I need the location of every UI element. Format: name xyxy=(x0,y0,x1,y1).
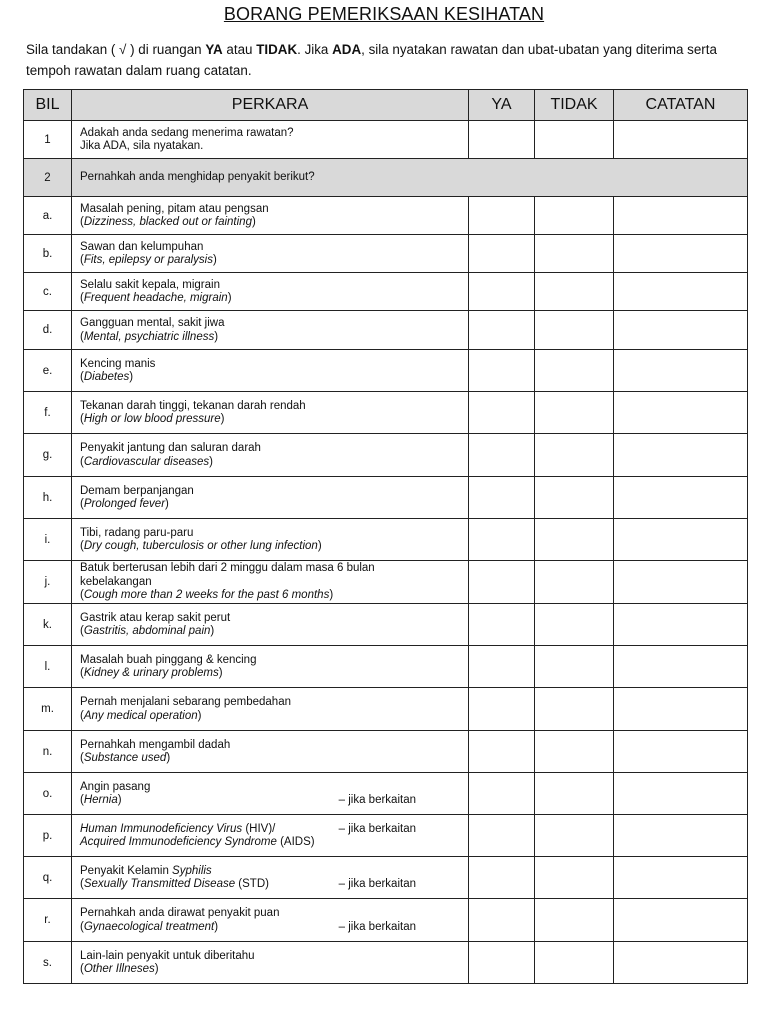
row-item: Masalah pening, pitam atau pengsan (Dizziness, blacked out or fainting) xyxy=(72,197,469,235)
row-number: j. xyxy=(24,561,72,604)
ya-checkbox-cell[interactable] xyxy=(469,561,535,604)
row-item: Penyakit jantung dan saluran darah (Cardiovascular diseases) xyxy=(72,434,469,477)
catatan-field[interactable] xyxy=(614,350,748,392)
instructions xyxy=(26,39,746,81)
table-row xyxy=(24,392,748,434)
item-text: Sawan dan kelumpuhan xyxy=(80,240,204,253)
ya-checkbox-cell[interactable] xyxy=(469,477,535,519)
conditional-note: – jika berkaitan xyxy=(338,822,416,835)
row-number: 2 xyxy=(24,159,72,197)
item-text: Pernahkah anda dirawat penyakit puan xyxy=(80,907,280,919)
item-text: Pernah menjalani sebarang pembedahan xyxy=(80,696,291,708)
ya-checkbox-cell[interactable] xyxy=(469,688,535,731)
item-text: (STD) xyxy=(235,878,269,890)
item-text: Adakah anda sedang menerima rawatan? xyxy=(80,126,294,139)
item-text: Penyakit Kelamin xyxy=(80,864,173,877)
row-number: a. xyxy=(24,197,72,235)
table-row xyxy=(24,646,748,688)
item-text: Lain-lain penyakit untuk diberitahu xyxy=(80,949,255,962)
table-row xyxy=(24,942,748,984)
health-checklist-table xyxy=(23,89,748,984)
tidak-checkbox-cell[interactable] xyxy=(535,477,614,519)
row-number: q. xyxy=(24,857,72,899)
row-number: h. xyxy=(24,477,72,519)
catatan-field[interactable] xyxy=(614,942,748,984)
tidak-checkbox-cell[interactable] xyxy=(535,434,614,477)
row-item: Tekanan darah tinggi, tekanan darah rendah (High or low blood pressure) xyxy=(72,392,469,434)
row-number: f. xyxy=(24,392,72,434)
item-english: Diabetes xyxy=(83,371,130,383)
item-english: Dizziness, blacked out or fainting xyxy=(83,216,252,228)
row-number: r. xyxy=(24,899,72,942)
catatan-field[interactable] xyxy=(614,899,748,942)
row-item xyxy=(72,815,469,857)
col-header-tidak: TIDAK xyxy=(535,90,614,121)
table-row xyxy=(24,731,748,773)
catatan-field[interactable] xyxy=(614,519,748,561)
row-number: d. xyxy=(24,311,72,350)
tidak-checkbox-cell[interactable] xyxy=(535,646,614,688)
col-header-catatan: CATATAN xyxy=(614,90,748,121)
item-english: Prolonged fever xyxy=(83,498,166,510)
tidak-checkbox-cell[interactable] xyxy=(535,197,614,235)
catatan-field[interactable] xyxy=(614,197,748,235)
item-english: Substance used xyxy=(83,752,167,764)
row-item: Batuk berterusan lebih dari 2 minggu dalam masa 6 bulan kebelakangan (Cough more than 2 weeks for the past 6 months) xyxy=(72,561,469,604)
table-row xyxy=(24,815,748,857)
col-header-ya: YA xyxy=(469,90,535,121)
tidak-checkbox-cell[interactable] xyxy=(535,561,614,604)
table-row xyxy=(24,121,748,159)
tidak-checkbox-cell[interactable] xyxy=(535,235,614,273)
instruction-ada: ADA xyxy=(332,42,362,57)
col-header-perkara: PERKARA xyxy=(72,90,469,121)
tidak-checkbox-cell[interactable] xyxy=(535,857,614,899)
table-row xyxy=(24,604,748,646)
item-text: Gastrik atau kerap sakit perut xyxy=(80,611,231,624)
ya-checkbox-cell[interactable] xyxy=(469,899,535,942)
item-english: Acquired Immunodeficiency Syndrome xyxy=(80,836,277,848)
tidak-checkbox-cell[interactable] xyxy=(535,519,614,561)
row-number: s. xyxy=(24,942,72,984)
item-english: Fits, epilepsy or paralysis xyxy=(83,254,213,266)
ya-checkbox-cell[interactable] xyxy=(469,350,535,392)
table-row xyxy=(24,688,748,731)
catatan-field[interactable] xyxy=(614,121,748,159)
row-item xyxy=(72,121,469,159)
item-text: Jika ADA, sila nyatakan. xyxy=(80,140,204,152)
ya-checkbox-cell[interactable] xyxy=(469,604,535,646)
catatan-field[interactable] xyxy=(614,273,748,311)
item-english: Syphilis xyxy=(172,864,212,877)
ya-checkbox-cell[interactable] xyxy=(469,121,535,159)
table-row xyxy=(24,311,748,350)
tidak-checkbox-cell[interactable] xyxy=(535,773,614,815)
row-item: Selalu sakit kepala, migrain (Frequent headache, migrain) xyxy=(72,273,469,311)
tidak-checkbox-cell[interactable] xyxy=(535,392,614,434)
item-english: Human Immunodeficiency Virus xyxy=(80,822,243,835)
col-header-bil: BIL xyxy=(24,90,72,121)
ya-checkbox-cell[interactable] xyxy=(469,857,535,899)
table-row xyxy=(24,561,748,604)
conditional-note: – jika berkaitan xyxy=(338,878,416,890)
conditional-note: – jika berkaitan xyxy=(338,794,416,806)
row-number: c. xyxy=(24,273,72,311)
item-english: Dry cough, tuberculosis or other lung infection xyxy=(83,540,318,552)
instruction-text: . Jika xyxy=(297,42,333,57)
table-row xyxy=(24,857,748,899)
catatan-field[interactable] xyxy=(614,235,748,273)
item-english: Kidney & urinary problems xyxy=(83,667,219,679)
catatan-field[interactable] xyxy=(614,773,748,815)
row-number: b. xyxy=(24,235,72,273)
item-english: Any medical operation xyxy=(83,709,198,722)
row-number: i. xyxy=(24,519,72,561)
ya-checkbox-cell[interactable] xyxy=(469,731,535,773)
row-number: 1 xyxy=(24,121,72,159)
item-english: Hernia xyxy=(83,794,118,806)
tidak-checkbox-cell[interactable] xyxy=(535,273,614,311)
catatan-field[interactable] xyxy=(614,857,748,899)
item-text: Masalah buah pinggang & kencing xyxy=(80,653,257,666)
catatan-field[interactable] xyxy=(614,688,748,731)
item-text: Pernahkah mengambil dadah xyxy=(80,738,231,751)
instruction-text: , sila nyatakan rawatan dan ubat-ubatan yang diterima serta tempoh rawatan dalam ruang catatan. xyxy=(26,42,717,78)
table-row xyxy=(24,773,748,815)
item-english: Gastritis, abdominal pain xyxy=(83,625,211,637)
ya-checkbox-cell[interactable] xyxy=(469,773,535,815)
item-english: Cough more than 2 weeks for the past 6 months xyxy=(83,589,330,602)
tidak-checkbox-cell[interactable] xyxy=(535,815,614,857)
ya-checkbox-cell[interactable] xyxy=(469,197,535,235)
item-text: Angin pasang xyxy=(80,780,151,793)
row-item: Pernah menjalani sebarang pembedahan (Any medical operation) xyxy=(72,688,469,731)
row-item: Gangguan mental, sakit jiwa (Mental, psychiatric illness) xyxy=(72,311,469,350)
item-english: Other Illneses xyxy=(83,963,155,975)
ya-checkbox-cell[interactable] xyxy=(469,434,535,477)
conditional-note: – jika berkaitan xyxy=(338,920,416,933)
row-item: Masalah buah pinggang & kencing (Kidney & urinary problems) xyxy=(72,646,469,688)
row-item: Pernahkah mengambil dadah (Substance used) xyxy=(72,731,469,773)
tidak-checkbox-cell[interactable] xyxy=(535,350,614,392)
row-number: l. xyxy=(24,646,72,688)
tidak-checkbox-cell[interactable] xyxy=(535,899,614,942)
catatan-field[interactable] xyxy=(614,561,748,604)
catatan-field[interactable] xyxy=(614,434,748,477)
tidak-checkbox-cell[interactable] xyxy=(535,311,614,350)
instruction-tidak: TIDAK xyxy=(256,42,298,57)
ya-checkbox-cell[interactable] xyxy=(469,519,535,561)
instruction-text: atau xyxy=(222,42,257,57)
item-text: Selalu sakit kepala, migrain xyxy=(80,278,220,291)
table-row xyxy=(24,197,748,235)
row-item: Lain-lain penyakit untuk diberitahu (Other Illneses) xyxy=(72,942,469,984)
instruction-text: Sila tandakan ( √ ) di ruangan xyxy=(26,42,206,57)
row-item: Kencing manis (Diabetes) xyxy=(72,350,469,392)
catatan-field[interactable] xyxy=(614,477,748,519)
table-row xyxy=(24,235,748,273)
item-english: Sexually Transmitted Disease xyxy=(83,878,236,890)
catatan-field[interactable] xyxy=(614,392,748,434)
item-english: Gynaecological treatment xyxy=(83,920,215,933)
table-row xyxy=(24,350,748,392)
tidak-checkbox-cell[interactable] xyxy=(535,688,614,731)
tidak-checkbox-cell[interactable] xyxy=(535,731,614,773)
table-row xyxy=(24,273,748,311)
ya-checkbox-cell[interactable] xyxy=(469,311,535,350)
item-text: Masalah pening, pitam atau pengsan xyxy=(80,202,269,215)
row-item: Tibi, radang paru-paru (Dry cough, tuberculosis or other lung infection) xyxy=(72,519,469,561)
row-item: Angin pasang (Hernia) – jika berkaitan xyxy=(72,773,469,815)
item-text: Demam berpanjangan xyxy=(80,484,194,497)
section-question: Pernahkah anda menghidap penyakit berikut? xyxy=(72,159,748,197)
row-number: o. xyxy=(24,773,72,815)
section-row xyxy=(24,159,748,197)
catatan-field[interactable] xyxy=(614,646,748,688)
row-item: Sawan dan kelumpuhan (Fits, epilepsy or paralysis) xyxy=(72,235,469,273)
row-item: Gastrik atau kerap sakit perut (Gastritis, abdominal pain) xyxy=(72,604,469,646)
item-text: Kencing manis xyxy=(80,357,156,370)
item-english: Mental, psychiatric illness xyxy=(83,330,215,343)
item-text: Tibi, radang paru-paru xyxy=(80,526,194,539)
ya-checkbox-cell[interactable] xyxy=(469,815,535,857)
row-number: p. xyxy=(24,815,72,857)
table-row xyxy=(24,519,748,561)
item-english: Cardiovascular diseases xyxy=(83,455,210,468)
row-number: g. xyxy=(24,434,72,477)
ya-checkbox-cell[interactable] xyxy=(469,235,535,273)
table-row xyxy=(24,477,748,519)
row-number: k. xyxy=(24,604,72,646)
ya-checkbox-cell[interactable] xyxy=(469,942,535,984)
row-item: Pernahkah anda dirawat penyakit puan (Gynaecological treatment) – jika berkaitan xyxy=(72,899,469,942)
tidak-checkbox-cell[interactable] xyxy=(535,604,614,646)
item-text: kebelakangan xyxy=(80,575,152,588)
table-header-row xyxy=(24,90,748,121)
row-number: m. xyxy=(24,688,72,731)
tidak-checkbox-cell[interactable] xyxy=(535,121,614,159)
catatan-field[interactable] xyxy=(614,311,748,350)
ya-checkbox-cell[interactable] xyxy=(469,273,535,311)
row-item: Penyakit Kelamin Syphilis (Sexually Transmitted Disease (STD) – jika berkaitan xyxy=(72,857,469,899)
table-row xyxy=(24,899,748,942)
row-item: Demam berpanjangan (Prolonged fever) xyxy=(72,477,469,519)
item-text: Batuk berterusan lebih dari 2 minggu dalam masa 6 bulan xyxy=(80,562,375,575)
ya-checkbox-cell[interactable] xyxy=(469,392,535,434)
item-text: (AIDS) xyxy=(276,836,315,848)
catatan-field[interactable] xyxy=(614,815,748,857)
row-number: n. xyxy=(24,731,72,773)
item-text: Tekanan darah tinggi, tekanan darah rendah xyxy=(80,399,306,412)
table-row xyxy=(24,434,748,477)
item-text: Penyakit jantung dan saluran darah xyxy=(80,442,261,454)
tidak-checkbox-cell[interactable] xyxy=(535,942,614,984)
item-text: Gangguan mental, sakit jiwa xyxy=(80,317,225,329)
item-english: Frequent headache, migrain xyxy=(83,292,228,304)
catatan-field[interactable] xyxy=(614,604,748,646)
form-title: BORANG PEMERIKSAAN KESIHATAN xyxy=(223,4,545,24)
ya-checkbox-cell[interactable] xyxy=(469,646,535,688)
row-number: e. xyxy=(24,350,72,392)
item-english: High or low blood pressure xyxy=(83,413,221,425)
instruction-ya: YA xyxy=(205,42,223,57)
catatan-field[interactable] xyxy=(614,731,748,773)
item-text: (HIV)/ xyxy=(242,822,276,835)
